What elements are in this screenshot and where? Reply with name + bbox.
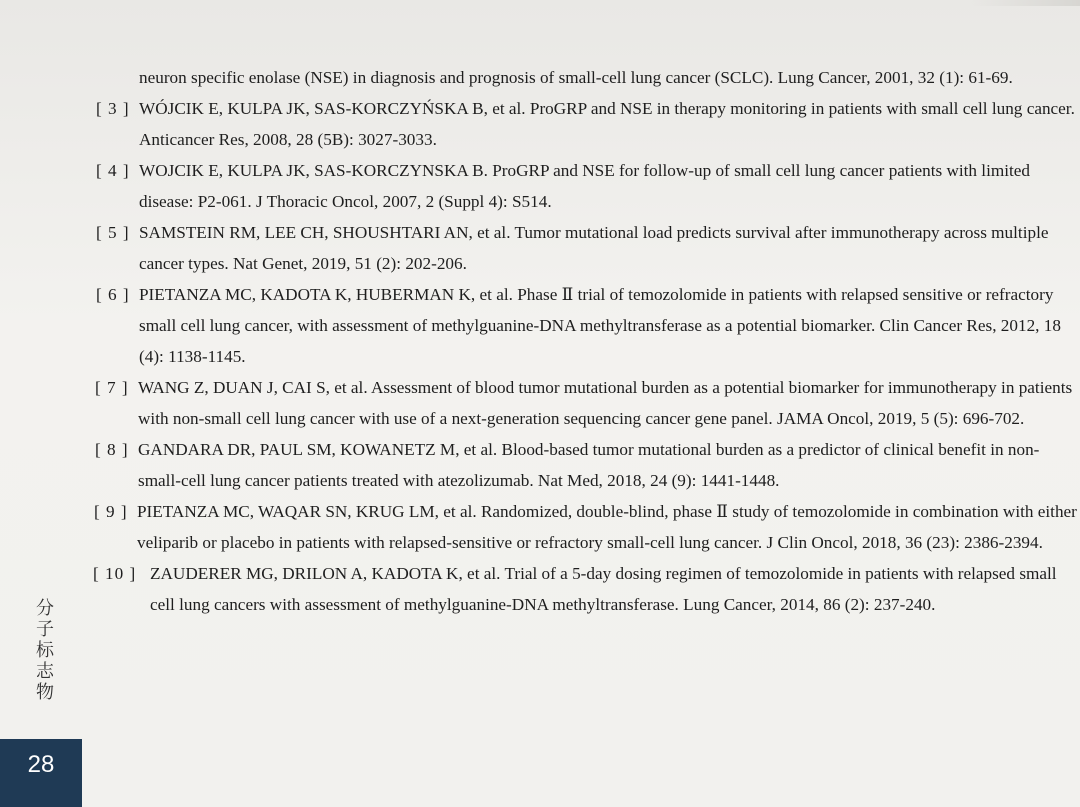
reference-number: [ 7 ] [95,378,129,397]
reference-text: PIETANZA MC, KADOTA K, HUBERMAN K, et al. Phase Ⅱ trial of temozolomide in patients with relapsed sensitive or refractory small cell lung cancer, with assessment of methylguanine-DNA methyltransferase as a potential biomarker. Clin Cancer Res, 2012, 18 (4): 1138-1145. [139,285,1061,366]
side-section-title: 分子标志物 [36,598,54,703]
reference-text: WANG Z, DUAN J, CAI S, et al. Assessment of blood tumor mutational burden as a potential biomarker for immunotherapy in patients with non-small cell lung cancer with use of a next-generation sequencing cancer gene panel. JAMA Oncol, 2019, 5 (5): 696-702. [138,378,1073,428]
reference-number: [ 10 ] [93,564,137,583]
reference-number: [ 6 ] [96,285,130,304]
reference-item [0,496,1080,558]
reference-text: GANDARA DR, PAUL SM, KOWANETZ M, et al. Blood-based tumor mutational burden as a predictor of clinical benefit in non-small-cell lung cancer patients treated with atezolizumab. Nat Med, 2018, 24 (9): 1441-1448. [138,440,1040,490]
page-number-tab [0,739,82,807]
reference-item [0,558,1080,620]
reference-text: PIETANZA MC, WAQAR SN, KRUG LM, et al. Randomized, double-blind, phase Ⅱ study of temozolomide in combination with either veliparib or placebo in patients with relapsed-sensitive or refractory small-cell lung cancer. J Clin Oncol, 2018, 36 (23): 2386-2394. [137,502,1077,552]
reference-number: [ 4 ] [96,161,130,180]
reference-item [0,279,1080,372]
reference-list [0,62,1080,620]
top-edge-shadow [970,0,1080,6]
reference-text: SAMSTEIN RM, LEE CH, SHOUSHTARI AN, et al. Tumor mutational load predicts survival after immunotherapy across multiple cancer types. Nat Genet, 2019, 51 (2): 202-206. [139,223,1049,273]
reference-text: neuron specific enolase (NSE) in diagnosis and prognosis of small-cell lung cancer (SCLC). Lung Cancer, 2001, 32 (1): 61-69. [139,68,1013,87]
reference-item [0,217,1080,279]
reference-text: WÓJCIK E, KULPA JK, SAS-KORCZYŃSKA B, et al. ProGRP and NSE in therapy monitoring in patients with small cell lung cancer. Anticancer Res, 2008, 28 (5B): 3027-3033. [139,99,1075,149]
reference-item [0,155,1080,217]
reference-number: [ 3 ] [96,99,130,118]
page-number: 28 [27,751,55,778]
reference-item [0,93,1080,155]
reference-item [0,62,1080,93]
reference-number: [ 8 ] [95,440,129,459]
reference-number: [ 9 ] [94,502,128,521]
reference-item [0,372,1080,434]
reference-text: ZAUDERER MG, DRILON A, KADOTA K, et al. Trial of a 5-day dosing regimen of temozolomide in patients with relapsed small cell lung cancers with assessment of methylguanine-DNA methyltransferase. Lung Cancer, 2014, 86 (2): 237-240. [150,564,1057,614]
reference-text: WOJCIK E, KULPA JK, SAS-KORCZYNSKA B. ProGRP and NSE for follow-up of small cell lung cancer patients with limited disease: P2-061. J Thoracic Oncol, 2007, 2 (Suppl 4): S514. [139,161,1030,211]
reference-number: [ 5 ] [96,223,130,242]
reference-item [0,434,1080,496]
